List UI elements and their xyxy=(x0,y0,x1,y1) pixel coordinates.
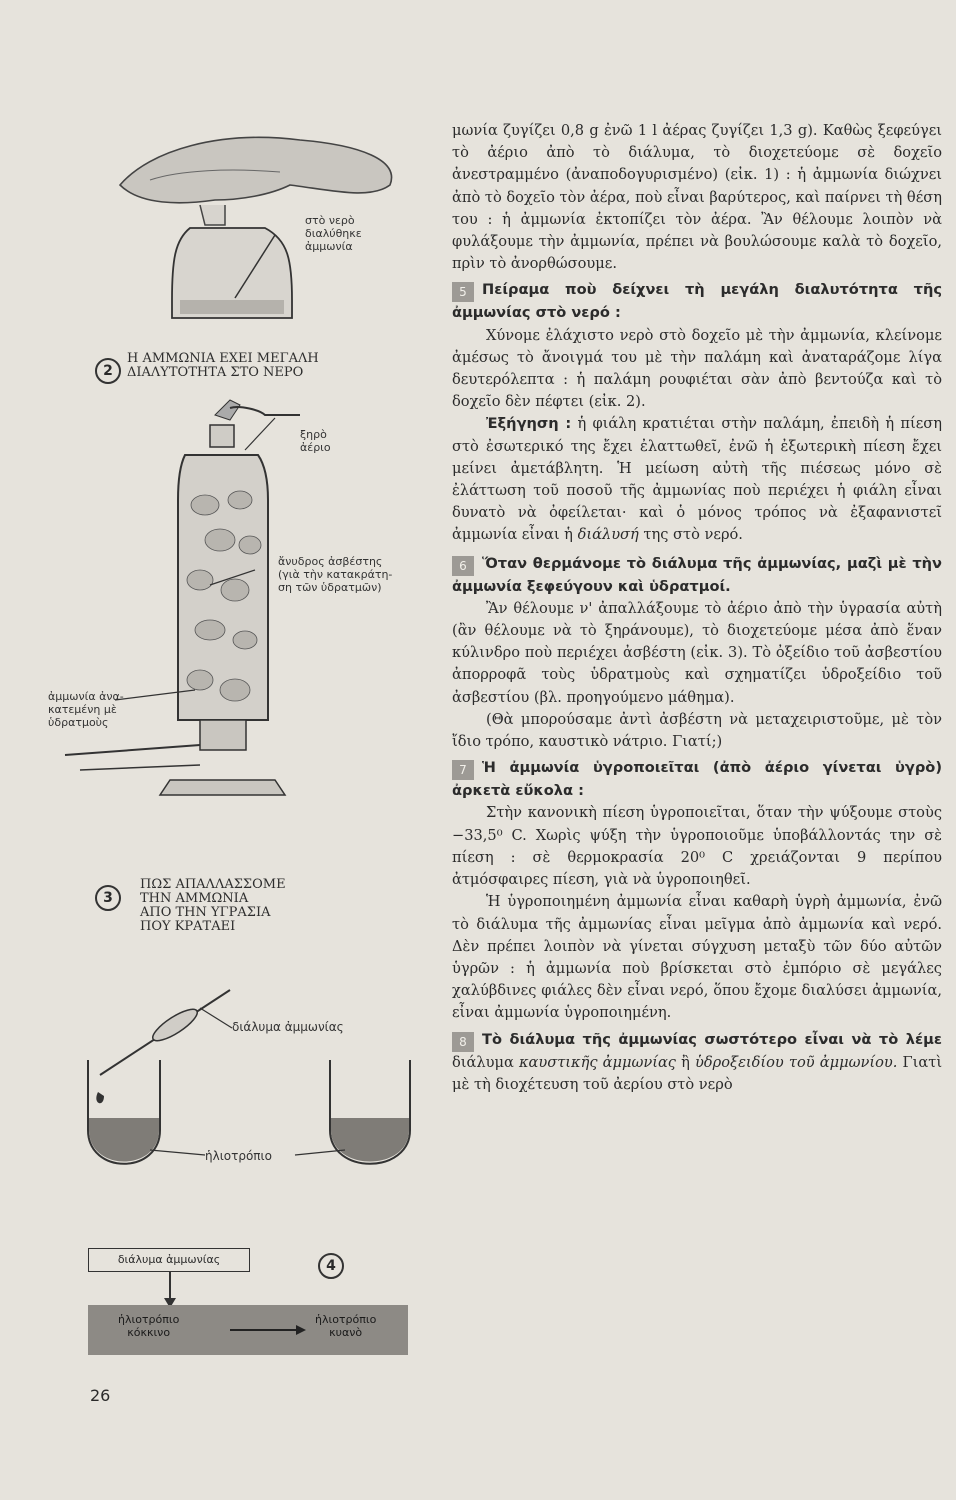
heading-text: Ὅταν θερμάνομε τὸ διάλυμα τῆς ἀμμωνίας, μαζὶ μὲ τὴν ἀμμωνία ξεφεύγουν καὶ ὑδρατμοί. xyxy=(452,554,942,595)
paragraph xyxy=(452,413,942,546)
figure-2-caption xyxy=(127,352,319,380)
caption-line: ΔΙΑΛΥΤΟΤΗΤΑ ΣΤΟ ΝΕΡΟ xyxy=(127,365,304,380)
page-number: 26 xyxy=(90,1386,111,1405)
blue-litmus-label-line: ἡλιοτρόπιο xyxy=(315,1313,377,1326)
caption-line: ΑΠΟ ΤΗΝ ΥΓΡΑΣΙΑ xyxy=(140,905,271,920)
explanation-label: Ἐξήγηση : xyxy=(486,415,572,433)
text-column xyxy=(452,120,942,1096)
red-litmus-label xyxy=(118,1313,179,1339)
litmus-label: ἡλιοτρόπιο xyxy=(205,1149,272,1163)
quicklime-label xyxy=(278,555,392,594)
ammonia-solution-label: διάλυμα ἀμμωνίας xyxy=(232,1020,344,1034)
paragraph: Χύνομε ἐλάχιστο νερὸ στὸ δοχεῖο μὲ τὴν ἀμμωνία, κλείνομε ἀμέσως τὸ ἄνοιγμά του μὲ τὴν παλάμη καὶ ἀναταράζομε λίγα δευτερόλεπτα : ἡ παλάμη ρουφιέται σὰν ἀπὸ βεντούζα καὶ τὸ δοχεῖο δὲν πέφτει (εἰκ. 2). xyxy=(452,326,942,411)
caption-line: ΠΟΥ ΚΡΑΤΑΕΙ xyxy=(140,919,236,934)
blue-litmus-label-line: κυανὸ xyxy=(329,1326,363,1339)
section-marker: 8 xyxy=(452,1032,474,1052)
section-5-heading xyxy=(452,279,942,324)
paragraph: Στὴν κανονικὴ πίεση ὑγροποιεῖται, ὅταν τὴν ψύξουμε στοὺς −33,5⁰ C. Χωρὶς ψύξη τὴν ὑγροποιοῦμε ὑποβάλλοντάς την σὲ πίεση : σὲ θερμοκρασία 20⁰ C χρειάζονται 9 περίπου ἀτμόσφαιρες πίεση, γιὰ νὰ ὑγροποιηθεῖ. xyxy=(452,804,942,889)
italic-term: ὑδροξειδίου τοῦ ἀμμωνίου. xyxy=(695,1053,898,1071)
figure-illustrations xyxy=(0,0,440,1370)
paragraph: Ἡ ὑγροποιημένη ἀμμωνία εἶναι καθαρὴ ὑγρὴ ἀμμωνία, ἐνῶ τὸ διάλυμα τῆς ἀμμωνίας εἶναι μεῖγμα ἀπὸ ἀμμωνία καὶ νερό. Δὲν πρέπει λοιπὸν νὰ γίνεται σύγχυση μεταξὺ τῶν δύο αὐτῶν ὑγρῶν : ἡ ἀμμωνία ποὺ βρίσκεται στὸ ἐμπόριο σὲ μεγάλες χαλύβδινες φιάλες δὲν εἶναι νερό, ὅπου ἔχομε διαλύσει ἀμμωνία, εἶναι ἀμμωνία ὑγροποιημένη. xyxy=(452,893,942,1022)
caption-line: ΤΗΝ ΑΜΜΩΝΙΑ xyxy=(140,891,249,906)
fig2-label-line: διαλύθηκε xyxy=(305,227,362,240)
heading-text: Πείραμα ποὺ δείχνει τὴ μεγάλη διαλυτότητα τῆς ἀμμωνίας στὸ νερό : xyxy=(452,281,942,322)
dry-gas-label-line: ξηρὸ xyxy=(300,428,327,441)
quicklime-label-line: (γιὰ τὴν κατακράτη- xyxy=(278,568,393,581)
fig2-label-line: ἀμμωνία xyxy=(305,240,353,253)
section-marker: 7 xyxy=(452,760,474,780)
blue-litmus-label xyxy=(315,1313,376,1339)
litmus-test-drawing xyxy=(88,990,410,1355)
figure-3-caption xyxy=(140,878,286,934)
figure-number-3: 3 xyxy=(95,885,121,911)
fig2-label xyxy=(305,214,362,253)
paragraph: (Θὰ μπορούσαμε ἀντὶ ἀσβέστη νὰ μεταχειριστοῦμε, μὲ τὸν ἴδιο τρόπο, καυστικὸ νάτριο. Γιατί;) xyxy=(452,710,942,751)
wet-ammonia-label xyxy=(48,690,124,729)
s8-or: ἢ xyxy=(681,1053,690,1071)
dry-gas-label xyxy=(300,428,331,454)
section-6-heading xyxy=(452,553,942,598)
caption-line: ΠΩΣ ΑΠΑΛΛΑΣΣΟΜΕ xyxy=(140,877,286,892)
explanation-end: της στὸ νερό. xyxy=(643,526,743,544)
italic-term: διάλυσή xyxy=(577,526,639,544)
fig2-label-line: στὸ νερὸ xyxy=(305,214,355,227)
section-marker: 5 xyxy=(452,282,474,302)
red-litmus-label-line: ἡλιοτρόπιο xyxy=(118,1313,180,1326)
heading-text: Τὸ διάλυμα τῆς ἀμμωνίας σωστότερο εἶναι νὰ τὸ λέμε xyxy=(482,1030,942,1048)
figure-number-2: 2 xyxy=(95,358,121,384)
dry-gas-label-line: ἀέριο xyxy=(300,441,331,454)
quicklime-label-line: ση τῶν ὑδρατμῶν) xyxy=(278,581,382,594)
quicklime-label-line: ἄνυδρος ἀσβέστης xyxy=(278,555,383,568)
wet-ammonia-label-line: ἀμμωνία ἀνα- xyxy=(48,690,124,703)
red-litmus-label-line: κόκκινο xyxy=(127,1326,171,1339)
wet-ammonia-label-line: ὑδρατμοὺς xyxy=(48,716,109,729)
paragraph: μωνία ζυγίζει 0,8 g ἐνῶ 1 l ἀέρας ζυγίζει 1,3 g). Καθὼς ξεφεύγει τὸ ἀέριο ἀπὸ τὸ διάλυμα, τὸ διοχετεύομε σὲ δοχεῖο ἀνεστραμμένο (ἀναποδογυρισμένο) (εἰκ. 1) : ἡ ἀμμωνία διώχνει ἀπὸ τὸ δοχεῖο τὸν ἀέρα, ποὺ εἶναι βαρύτερος, καὶ παίρνει τὴ θέση του : ἡ ἀμμωνία ἐκτοπίζει τὸν ἀέρα. Ἂν θέλουμε λοιπὸν νὰ φυλάξουμε τὴν ἀμμωνία, πρέπει νὰ βουλώσουμε καλὰ τὸ δοχεῖο, πρὶν τὸ ἀνορθώσουμε. xyxy=(452,122,942,273)
italic-term: καυστικῆς ἀμμωνίας xyxy=(518,1053,676,1071)
section-marker: 6 xyxy=(452,556,474,576)
s8-tail: Γιατὶ μὲ τὴ διοχέτευση τοῦ ἀερίου στὸ νερὸ xyxy=(452,1053,943,1093)
section-8 xyxy=(452,1029,942,1096)
caption-line: Η ΑΜΜΩΝΙΑ ΕΧΕΙ ΜΕΓΑΛΗ xyxy=(127,351,319,366)
explanation-text: ἡ φιάλη κρατιέται στὴν παλάμη, ἐπειδὴ ἡ πίεση στὸ ἐσωτερικό της ἔχει ἐλαττωθεῖ, ἐνῶ ἡ ἐξωτερικὴ πίεση ἔχει μείνει ἀμετάβλητη. Ἡ μείωση αὐτὴ τῆς πιέσεως μόνο σὲ ἐλάττωση τοῦ ποσοῦ τῆς ἀμμωνίας ποὺ περιέχει ἡ φιάλη εἶναι δυνατὸ νὰ ὀφείλεται· καὶ ὁ μόνος τρόπος νὰ ἐξαφανιστεῖ ἀμμωνία εἶναι ἡ xyxy=(452,415,942,544)
drying-cylinder-drawing xyxy=(65,400,300,795)
ammonia-solution-box: διάλυμα ἀμμωνίας xyxy=(88,1248,250,1272)
heading-text: Ἡ ἀμμωνία ὑγροποιεῖται (ἀπὸ ἀέριο γίνεται ὑγρὸ) ἀρκετὰ εὔκολα : xyxy=(452,759,942,800)
s8-mid: διάλυμα xyxy=(452,1053,514,1071)
section-7-heading xyxy=(452,757,942,802)
wet-ammonia-label-line: κατεμένη μὲ xyxy=(48,703,117,716)
paragraph: Ἂν θέλουμε ν' ἀπαλλάξουμε τὸ ἀέριο ἀπὸ τὴν ὑγρασία αὐτὴ (ἂν θέλουμε νὰ τὸ ξηράνουμε), τὸ διοχετεύομε μέσα ἀπὸ ἕναν κύλινδρο ποὺ περιέχει ἀσβέστη (εἰκ. 3). Τὸ ὀξείδιο τοῦ ἀσβεστίου ἀπορροφᾶ τοὺς ὑδρατμοὺς καὶ σχηματίζει ὑδροξείδιο τοῦ ἀσβεστίου (βλ. προηγούμενο μάθημα). xyxy=(452,599,942,706)
figure-number-4: 4 xyxy=(318,1253,344,1279)
